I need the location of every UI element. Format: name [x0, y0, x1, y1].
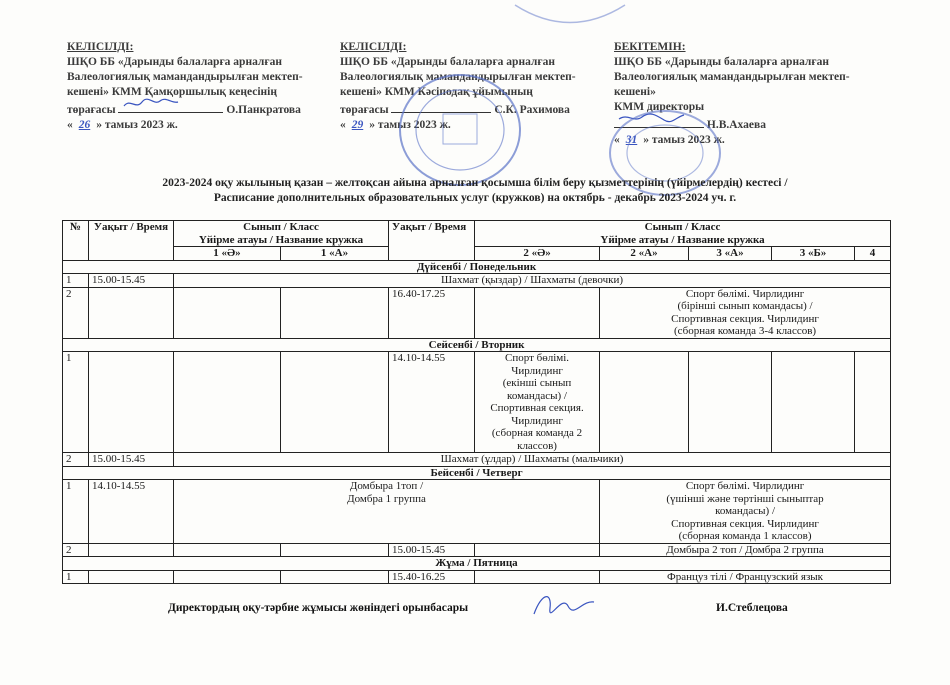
row-num: 1 [63, 352, 89, 453]
day-row [63, 557, 891, 571]
approval-line: КММ директоры [614, 101, 705, 113]
class-col: 4 [855, 247, 891, 261]
header-time: Уақыт / Время [389, 221, 475, 261]
row-time: 15.40-16.25 [389, 570, 475, 584]
row-time: 16.40-17.25 [389, 287, 475, 338]
club-line: Спорт бөлімі. Чирлидинг [685, 480, 805, 492]
approval-line: ШҚО ББ «Дарынды балаларға арналған [67, 56, 282, 68]
row-time: 15.00-15.45 [89, 274, 174, 288]
row-time: 15.00-15.45 [389, 543, 475, 557]
club-line: Домбра 1 группа [347, 492, 426, 505]
approval-line: ШҚО ББ «Дарынды балаларға арналған [614, 56, 829, 68]
class-col: 1 «А» [281, 247, 389, 261]
date-quote-open: « [340, 119, 346, 131]
handwritten-signature [528, 588, 598, 620]
day-tuesday: Сейсенбі / Вторник [63, 338, 891, 352]
approval-line: Валеологиялық мамандандырылған мектеп- [340, 71, 576, 83]
handwritten-signature [120, 96, 180, 112]
header-club: Үйірме атауы / Название кружка [600, 233, 765, 246]
table-row [63, 480, 891, 544]
deputy-name: И.Стеблецова [716, 602, 788, 614]
club-line: Спортивная секция. Чирлидинг [671, 517, 819, 530]
approval-line: кешені» [614, 86, 656, 98]
club-line: Спортивная секция. Чирлидинг [490, 402, 584, 427]
row-time: 14.10-14.55 [389, 352, 475, 453]
class-col: 2 «Ә» [475, 247, 600, 261]
day-row [63, 260, 891, 274]
title-line-kz: 2023-2024 оқу жылының қазан – желтоқсан айына арналған қосымша білім беру қызметтерінің (үйірмелердің) кестесі / [162, 177, 788, 189]
day-row [63, 466, 891, 480]
row-num: 1 [63, 274, 89, 288]
signature-field [118, 100, 223, 113]
day-row [63, 338, 891, 352]
approval-line: ШҚО ББ «Дарынды балаларға арналған [340, 56, 555, 68]
date-rest: » тамыз 2023 ж. [96, 119, 178, 131]
club-cell [174, 480, 600, 544]
club-cell: Домбыра 2 топ / Домбра 2 группа [600, 543, 891, 557]
document-title [0, 176, 950, 206]
class-col: 3 «Б» [772, 247, 855, 261]
approval-line: кешені» КММ Қамқоршылық кеңесінің [67, 86, 277, 98]
approval-date [67, 118, 303, 133]
signer-name: Н.В.Ахаева [706, 119, 766, 131]
signature-line [67, 100, 303, 118]
approval-block-council [67, 40, 303, 133]
day-friday: Жұма / Пятница [63, 557, 891, 571]
club-cell: Шахмат (қыздар) / Шахматы (девочки) [174, 274, 891, 288]
club-cell [475, 352, 600, 453]
approval-line: Валеологиялық мамандандырылған мектеп- [67, 71, 303, 83]
club-line: Домбыра 1топ / [349, 480, 424, 492]
approval-line: Валеологиялық мамандандырылған мектеп- [614, 71, 850, 83]
table-row [63, 543, 891, 557]
date-day: 31 [625, 134, 638, 146]
club-line: (сборная команда 3-4 классов) [674, 325, 817, 337]
signer-role: төрағасы [340, 104, 389, 116]
signer-role: төрағасы [67, 104, 116, 116]
date-day: 29 [351, 119, 364, 131]
class-col: 1 «Ә» [174, 247, 281, 261]
row-num: 2 [63, 543, 89, 557]
row-num: 2 [63, 453, 89, 467]
signer-name: С.К. Рахимова [494, 104, 570, 116]
table-subheader-row [63, 247, 891, 261]
club-cell: Француз тілі / Французский язык [600, 570, 891, 584]
club-line: Спорт бөлімі. Чирлидинг [504, 352, 570, 377]
club-line: (сборная команда 2 классов) [491, 427, 583, 452]
class-col: 2 «А» [600, 247, 689, 261]
club-line: командасы) / [715, 505, 776, 517]
table-row [63, 570, 891, 584]
day-thursday: Бейсенбі / Четверг [63, 466, 891, 480]
row-num: 2 [63, 287, 89, 338]
deputy-position: Директордың оқу-тәрбие жұмысы жөніндегі орынбасары [168, 602, 469, 614]
header-club: Үйірме атауы / Название кружка [198, 233, 364, 246]
header-class: Сынып / Класс [243, 221, 319, 233]
class-col: 3 «А» [689, 247, 772, 261]
header-num: № [63, 221, 89, 261]
approval-heading: КЕЛІСІЛДІ: [340, 41, 407, 53]
approval-heading: КЕЛІСІЛДІ: [67, 41, 134, 53]
club-cell [600, 287, 891, 338]
date-day: 26 [78, 119, 91, 131]
table-row [63, 453, 891, 467]
club-line: (үшінші және төртінші сыныптар [666, 492, 824, 505]
header-class-group [174, 221, 389, 247]
row-time: 14.10-14.55 [89, 480, 174, 544]
date-rest: » тамыз 2023 ж. [643, 134, 725, 146]
table-row [63, 274, 891, 288]
signer-name: О.Панкратова [226, 104, 301, 116]
club-cell [600, 480, 891, 544]
date-quote-open: « [67, 119, 73, 131]
club-cell: Шахмат (ұлдар) / Шахматы (мальчики) [174, 453, 891, 467]
table-header-row [63, 221, 891, 247]
club-line: Спортивная секция. Чирлидинг [671, 312, 819, 325]
row-num: 1 [63, 480, 89, 544]
day-monday: Дүйсенбі / Понедельник [63, 260, 891, 274]
top-stamp-fragment [510, 0, 630, 40]
club-line: (екінші сынып командасы) / [502, 377, 572, 402]
date-rest: » тамыз 2023 ж. [369, 119, 451, 131]
title-line-ru: Расписание дополнительных образовательных услуг (кружков) на октябрь - декабрь 2023-2024 уч. г. [213, 192, 737, 204]
table-row [63, 352, 891, 453]
table-row [63, 287, 891, 338]
club-line: (сборная команда 1 классов) [678, 530, 812, 542]
header-time: Уақыт / Время [89, 221, 174, 261]
header-class: Сынып / Класс [644, 221, 721, 233]
schedule-table [62, 220, 891, 584]
row-time: 15.00-15.45 [89, 453, 174, 467]
club-line: (бірінші сынып командасы) / [677, 300, 813, 312]
union-stamp [395, 70, 525, 190]
approval-line: кешені» КММ Кәсіподақ ұйымының [340, 86, 533, 98]
club-line: Спорт бөлімі. Чирлидинг [685, 287, 805, 300]
date-quote-open: « [614, 134, 620, 146]
approval-heading: БЕКІТЕМІН: [614, 41, 686, 53]
row-num: 1 [63, 570, 89, 584]
header-class-group [475, 221, 891, 247]
